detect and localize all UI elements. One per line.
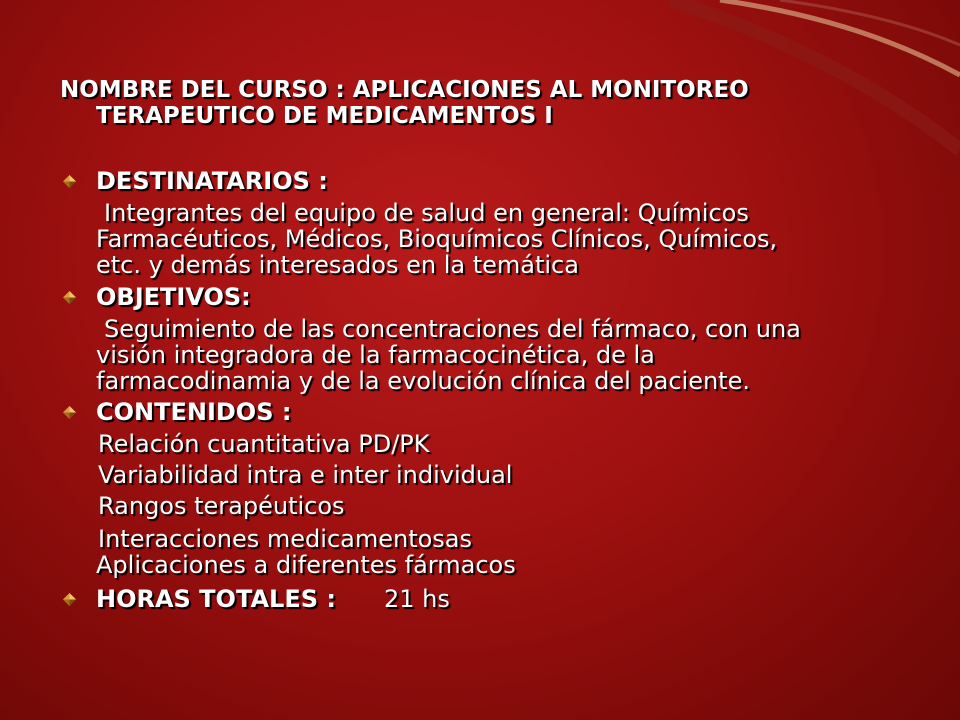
- diamond-bullet-icon: [62, 290, 77, 305]
- destinatarios-line: Integrantes del equipo de salud en general: Químicos: [104, 199, 749, 227]
- objetivos-line: farmacodinamia y de la evolución clínica del paciente.: [96, 367, 750, 395]
- contenidos-item: Interacciones medicamentosas: [98, 525, 473, 553]
- course-title-line2: TERAPEUTICO DE MEDICAMENTOS I: [96, 103, 553, 129]
- destinatarios-line: Farmacéuticos, Médicos, Bioquímicos Clínicos, Químicos,: [96, 225, 778, 253]
- diamond-bullet-icon: [62, 405, 77, 420]
- objetivos-heading: OBJETIVOS:: [96, 283, 251, 311]
- contenidos-item: Rangos terapéuticos: [98, 492, 345, 520]
- objetivos-line: visión integradora de la farmacocinética, de la: [96, 341, 655, 369]
- contenidos-item: Relación cuantitativa PD/PK: [98, 430, 430, 458]
- destinatarios-line: etc. y demás interesados en la temática: [96, 251, 579, 279]
- destinatarios-heading: DESTINATARIOS :: [96, 167, 328, 195]
- contenidos-item: Variabilidad intra e inter individual: [98, 461, 513, 489]
- diamond-bullet-icon: [62, 174, 77, 189]
- horas-value: 21 hs: [384, 585, 450, 613]
- objetivos-line: Seguimiento de las concentraciones del fármaco, con una: [104, 315, 801, 343]
- contenidos-heading: CONTENIDOS :: [96, 398, 292, 426]
- course-title-line1: NOMBRE DEL CURSO : APLICACIONES AL MONITOREO: [60, 77, 749, 103]
- contenidos-item: Aplicaciones a diferentes fármacos: [96, 551, 516, 579]
- horas-heading: HORAS TOTALES :: [96, 585, 336, 613]
- diamond-bullet-icon: [62, 592, 77, 607]
